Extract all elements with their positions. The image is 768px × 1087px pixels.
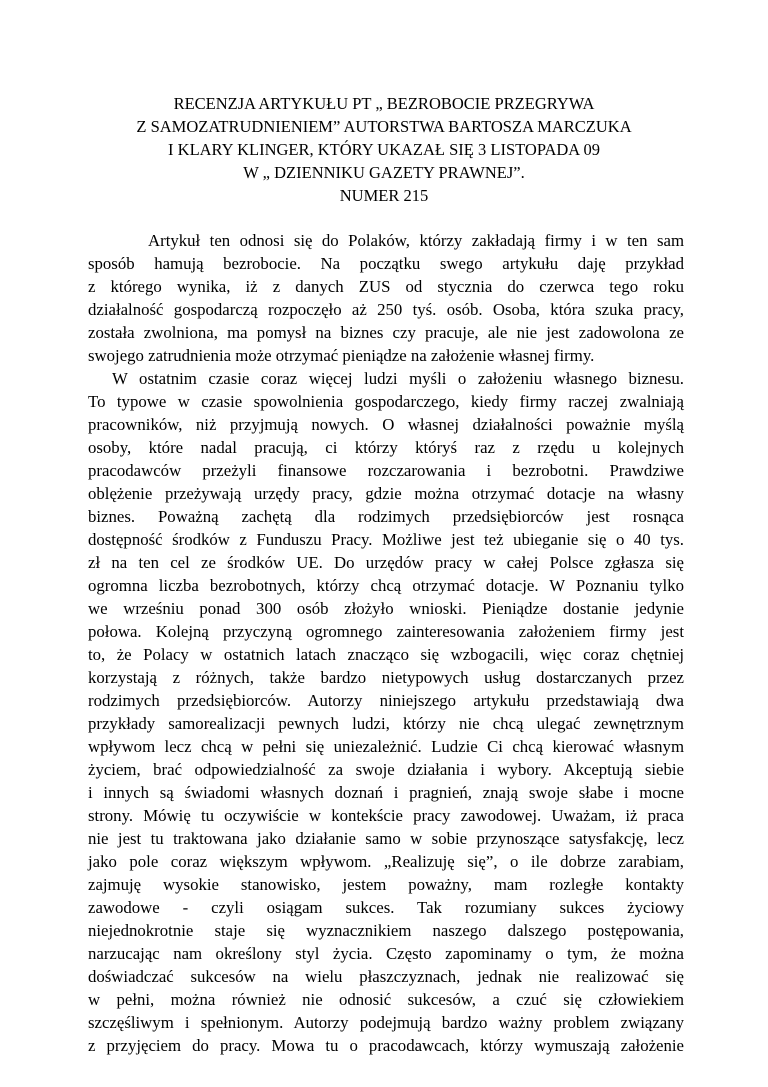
paragraph-line: z przyjęciem do pracy. Mowa tu o pracodawcach, którzy wymuszają założenie <box>88 1036 684 1055</box>
title-line: RECENZJA ARTYKUŁU PT „ BEZROBOCIE PRZEGRYWA <box>173 94 595 113</box>
paragraph-line: wpływom lecz chcą w pełni się uniezależnić. Ludzie Ci chcą kierować własnym <box>88 737 684 756</box>
title-line: NUMER 215 <box>339 186 429 205</box>
paragraph-line: pracowników, niż przyjmują nowych. O własnej działalności poważnie myślą <box>88 415 684 434</box>
paragraph-line: i innych są świadomi własnych doznań i pragnień, znają swoje słabe i mocne <box>88 783 684 802</box>
paragraph-line: działalność gospodarczą rozpoczęło aż 250 tyś. osób. Osoba, która szuka pracy, <box>88 300 684 319</box>
paragraph-line: To typowe w czasie spowolnienia gospodarczego, kiedy firmy raczej zwalniają <box>88 392 684 411</box>
paragraph-line: oblężenie przeżywają urzędy pracy, gdzie można otrzymać dotacje na własny <box>88 484 684 503</box>
paragraph-line: niejednokrotnie staje się wyznacznikiem naszego dalszego postępowania, <box>88 921 684 940</box>
paragraph-line: sposób hamują bezrobocie. Na początku swego artykułu daję przykład <box>88 254 684 273</box>
paragraph-line: pracodawców przeżyli finansowe rozczarowania i bezrobotni. Prawdziwe <box>88 461 684 480</box>
paragraph-line: zajmuję wysokie stanowisko, jestem poważny, mam rozległe kontakty <box>88 875 684 894</box>
paragraph-line: Artykuł ten odnosi się do Polaków, którzy zakładają firmy i w ten sam <box>148 231 684 250</box>
paragraph-line: korzystają z różnych, także bardzo nietypowych usług dostarczanych przez <box>88 668 684 687</box>
paragraph-line: ogromna liczba bezrobotnych, którzy chcą otrzymać dotacje. W Poznaniu tylko <box>88 576 684 595</box>
paragraph-line: przykłady samorealizacji pewnych ludzi, którzy nie chcą ulegać zewnętrznym <box>88 714 684 733</box>
paragraph <box>88 229 684 367</box>
paragraph-line: narzucając nam określony styl życia. Często zapominamy o tym, że można <box>88 944 684 963</box>
title-line: W „ DZIENNIKU GAZETY PRAWNEJ”. <box>243 163 525 182</box>
paragraph-line: osoby, które nadal pracują, ci którzy któryś raz z rzędu u kolejnych <box>88 438 684 457</box>
paragraph-line: we wrześniu ponad 300 osób złożyło wnioski. Pieniądze dostanie jedynie <box>88 599 684 618</box>
document-body <box>88 229 684 1057</box>
paragraph-line: zawodowe - czyli osiągam sukces. Tak rozumiany sukces życiowy <box>88 898 684 917</box>
paragraph-line: doświadczać sukcesów na wielu płaszczyznach, jednak nie realizować się <box>88 967 684 986</box>
paragraph-line: została zwolniona, ma pomysł na biznes czy pracuje, ale nie jest zadowolona ze <box>88 323 684 342</box>
paragraph-line: biznes. Poważną zachętą dla rodzimych przedsiębiorców jest rosnąca <box>88 507 684 526</box>
paragraph-line: to, że Polacy w ostatnich latach znacząco się wzbogacili, więc coraz chętniej <box>88 645 684 664</box>
paragraph-line: z którego wynika, iż z danych ZUS od stycznia do czerwca tego roku <box>88 277 684 296</box>
paragraph-line: życiem, brać odpowiedzialność za swoje działania i wybory. Akceptują siebie <box>88 760 684 779</box>
paragraph-line: jako pole coraz większym wpływom. „Realizuję się”, o ile dobrze zarabiam, <box>88 852 684 871</box>
paragraph-line: nie jest tu traktowana jako działanie samo w sobie przynoszące satysfakcję, lecz <box>88 829 684 848</box>
paragraph-line: W ostatnim czasie coraz więcej ludzi myśli o założeniu własnego biznesu. <box>112 369 684 388</box>
paragraph-line: zł na ten cel ze środków UE. Do urzędów pracy w całej Polsce zgłasza się <box>88 553 684 572</box>
paragraph-line: połowa. Kolejną przyczyną ogromnego zainteresowania założeniem firmy jest <box>88 622 684 641</box>
paragraph-line: rodzimych przedsiębiorców. Autorzy niniejszego artykułu przedstawiają dwa <box>88 691 684 710</box>
title-line: I KLARY KLINGER, KTÓRY UKAZAŁ SIĘ 3 LISTOPADA 09 <box>168 140 600 159</box>
paragraph <box>88 367 684 1057</box>
paragraph-line: swojego zatrudnienia może otrzymać pieniądze na założenie własnej firmy. <box>88 346 595 365</box>
paragraph-line: dostępność środków z Funduszu Pracy. Możliwe jest też ubieganie się o 40 tys. <box>88 530 684 549</box>
title-line: Z SAMOZATRUDNIENIEM” AUTORSTWA BARTOSZA MARCZUKA <box>136 117 632 136</box>
document-title <box>60 92 708 207</box>
paragraph-line: szczęśliwym i spełnionym. Autorzy podejmują bardzo ważny problem związany <box>88 1013 684 1032</box>
paragraph-line: w pełni, można również nie odnosić sukcesów, a czuć się człowiekiem <box>88 990 684 1009</box>
paragraph-line: strony. Mówię tu oczywiście w kontekście pracy zawodowej. Uważam, iż praca <box>88 806 684 825</box>
